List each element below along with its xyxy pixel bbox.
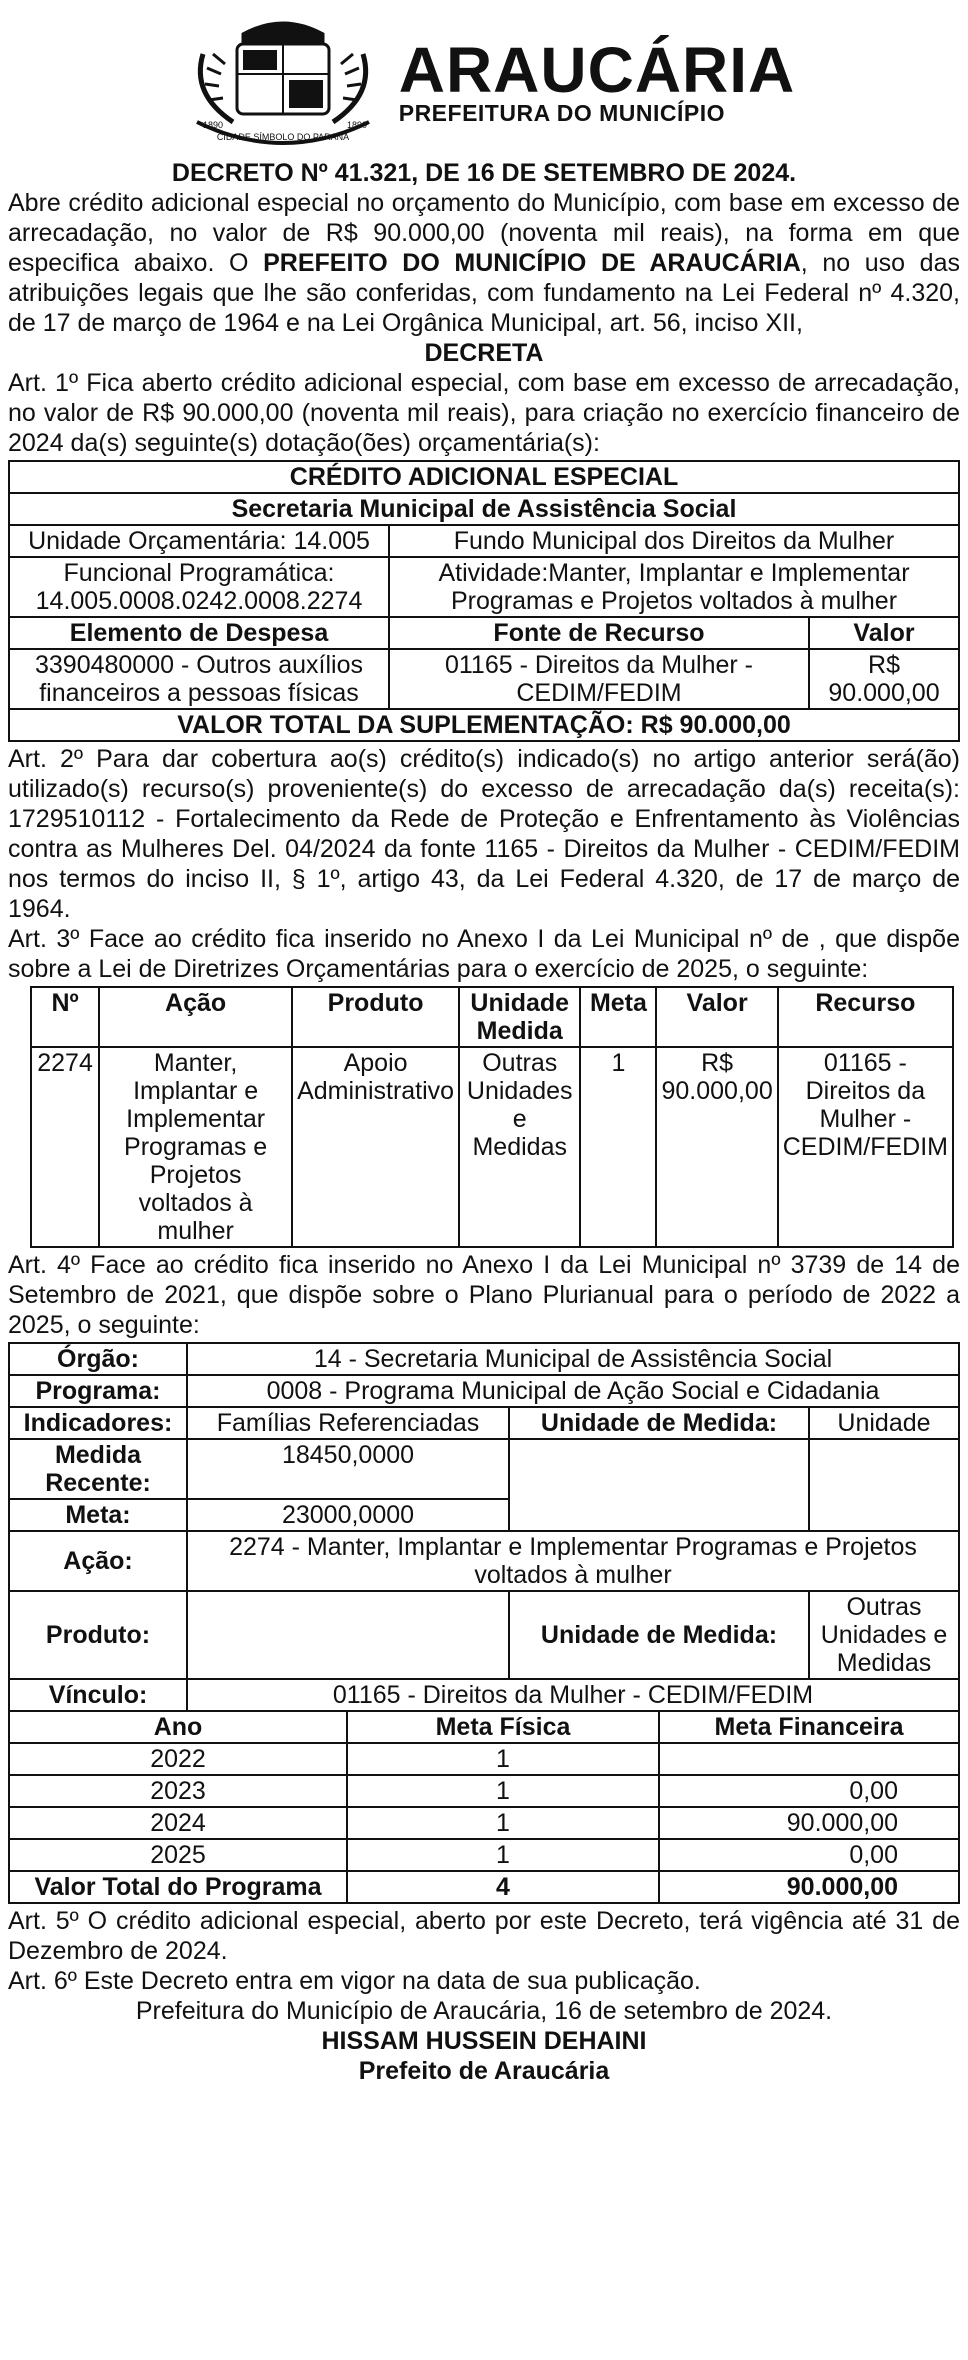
total-financeira: 90.000,00 (659, 1871, 959, 1903)
vinculo-label: Vínculo: (9, 1679, 187, 1711)
produto-label: Produto: (9, 1591, 187, 1679)
indicadores-label: Indicadores: (9, 1407, 187, 1439)
funcional-label: Funcional Programática: 14.005.0008.0242.0008.2274 (9, 557, 389, 617)
elemento-value: 3390480000 - Outros auxílios financeiros a pessoas físicas (9, 649, 389, 709)
fonte-value: 01165 - Direitos da Mulher - CEDIM/FEDIM (389, 649, 809, 709)
decree-title: DECRETO Nº 41.321, DE 16 DE SETEMBRO DE 2024. (171, 159, 797, 187)
acao-label: Ação: (9, 1531, 187, 1591)
ldo-header: Ação (99, 987, 292, 1047)
ldo-cell: Apoio Administrativo (292, 1047, 459, 1247)
produto-unidade-value: Outras Unidades e Medidas (809, 1591, 959, 1679)
ppa-table (8, 1342, 960, 1904)
col-ano: Ano (9, 1711, 347, 1743)
ldo-header: Valor (656, 987, 777, 1047)
meta-value: 23000,0000 (187, 1499, 509, 1531)
ldo-header: Produto (292, 987, 459, 1047)
table-row: 2024 1 90.000,00 (9, 1807, 959, 1839)
col-fonte: Fonte de Recurso (389, 617, 809, 649)
article-4: Art. 4º Face ao crédito fica inserido no Anexo I da Lei Municipal nº 3739 de 14 de Setembro de 2021, que dispõe sobre o Plano Plurianual para o período de 2022 a 2025, o seguinte: (8, 1251, 960, 1339)
page-header (8, 8, 960, 158)
ldo-table (30, 986, 954, 1248)
col-meta-financeira: Meta Financeira (659, 1711, 959, 1743)
signer-name: HISSAM HUSSEIN DEHAINI (321, 2027, 647, 2055)
place-date: Prefeitura do Município de Araucária, 16 de setembro de 2024. (135, 1997, 833, 2025)
unidade-medida-label: Unidade de Medida: (509, 1407, 809, 1439)
vinculo-value: 01165 - Direitos da Mulher - CEDIM/FEDIM (187, 1679, 959, 1711)
programa-value: 0008 - Programa Municipal de Ação Social e Cidadania (187, 1375, 959, 1407)
credit-table-secretaria: Secretaria Municipal de Assistência Social (9, 493, 959, 525)
municipal-seal (173, 14, 393, 152)
unidade-value: Unidade (809, 1407, 959, 1439)
ldo-header: Nº (31, 987, 99, 1047)
orgao-label: Órgão: (9, 1343, 187, 1375)
meta-label: Meta: (9, 1499, 187, 1531)
credit-total: VALOR TOTAL DA SUPLEMENTAÇÃO: R$ 90.000,00 (9, 709, 959, 741)
svg-text:1890: 1890 (346, 120, 367, 130)
ldo-header: Unidade Medida (459, 987, 580, 1047)
funcional-value: Atividade:Manter, Implantar e Implementar Programas e Projetos voltados à mulher (389, 557, 959, 617)
credit-table-title: CRÉDITO ADICIONAL ESPECIAL (9, 461, 959, 493)
valor-value: R$ 90.000,00 (809, 649, 959, 709)
ldo-cell: 01165 - Direitos da Mulher - CEDIM/FEDIM (778, 1047, 953, 1247)
ldo-header: Meta (580, 987, 656, 1047)
svg-text:CIDADE SÍMBOLO DO PARANÁ: CIDADE SÍMBOLO DO PARANÁ (216, 132, 349, 142)
credit-table (8, 460, 960, 742)
article-3: Art. 3º Face ao crédito fica inserido no Anexo I da Lei Municipal nº de , que dispõe sobre a Lei de Diretrizes Orçamentárias para o exercício de 2025, o seguinte: (8, 925, 960, 983)
medida-recente-label: Medida Recente: (9, 1439, 187, 1499)
table-row: 2025 1 0,00 (9, 1839, 959, 1871)
ldo-cell: 1 (580, 1047, 656, 1247)
article-5: Art. 5º O crédito adicional especial, aberto por este Decreto, terá vigência até 31 de Dezembro de 2024. (8, 1907, 960, 1965)
acao-value: 2274 - Manter, Implantar e Implementar Programas e Projetos voltados à mulher (187, 1531, 959, 1591)
article-6: Art. 6º Este Decreto entra em vigor na data de sua publicação. (8, 1967, 701, 1995)
decree-intro: Abre crédito adicional especial no orçamento do Município, com base em excesso de arrecadação, no valor de R$ 90.000,00 (noventa mil reais), na forma em que especifica abaixo. O PREFEITO DO MUNICÍPIO DE ARAUCÁRIA, no uso das atribuições legais que lhe são conferidas, com fundamento na Lei Federal nº 4.320, de 17 de março de 1964 e na Lei Orgânica Municipal, art. 56, inciso XII, (8, 189, 960, 337)
total-fisica: 4 (347, 1871, 659, 1903)
orgao-value: 14 - Secretaria Municipal de Assistência Social (187, 1343, 959, 1375)
table-row: 2023 1 0,00 (9, 1775, 959, 1807)
indicadores-value: Famílias Referenciadas (187, 1407, 509, 1439)
medida-recente-value: 18450,0000 (187, 1439, 509, 1499)
article-1: Art. 1º Fica aberto crédito adicional especial, com base em excesso de arrecadação, no valor de R$ 90.000,00 (noventa mil reais), para criação no exercício financeiro de 2024 da(s) seguinte(s) dotação(ões) orçamentária(s): (8, 369, 960, 457)
table-row: 2022 1 (9, 1743, 959, 1775)
svg-text:1890: 1890 (202, 120, 223, 130)
decreta-heading: DECRETA (424, 339, 544, 367)
produto-unidade-label: Unidade de Medida: (509, 1591, 809, 1679)
signer-role: Prefeito de Araucária (358, 2057, 610, 2085)
ldo-cell: Manter, Implantar e Implementar Programas e Projetos voltados à mulher (99, 1047, 292, 1247)
ldo-cell: 2274 (31, 1047, 99, 1247)
unidade-value: Fundo Municipal dos Direitos da Mulher (389, 525, 959, 557)
brand-block (398, 34, 796, 126)
col-meta-fisica: Meta Física (347, 1711, 659, 1743)
programa-label: Programa: (9, 1375, 187, 1407)
ldo-cell: Outras Unidades e Medidas (459, 1047, 580, 1247)
ldo-header: Recurso (778, 987, 953, 1047)
col-valor: Valor (809, 617, 959, 649)
total-label: Valor Total do Programa (9, 1871, 347, 1903)
article-2: Art. 2º Para dar cobertura ao(s) crédito(s) indicado(s) no artigo anterior será(ão) utilizado(s) recurso(s) proveniente(s) do excesso de arrecadação da(s) receita(s): 1729510112 - Fortalecimento da Rede de Proteção e Enfrentamento às Violências contra as Mulheres Del. 04/2024 da fonte 1165 - Direitos da Mulher - CEDIM/FEDIM nos termos do inciso II, § 1º, artigo 43, da Lei Federal 4.320, de 17 de março de 1964. (8, 745, 960, 923)
brand-name: ARAUCÁRIA (398, 34, 796, 106)
col-elemento: Elemento de Despesa (9, 617, 389, 649)
ldo-cell: R$ 90.000,00 (656, 1047, 777, 1247)
unidade-label: Unidade Orçamentária: 14.005 (9, 525, 389, 557)
brand-subtitle: PREFEITURA DO MUNICÍPIO (398, 100, 726, 126)
